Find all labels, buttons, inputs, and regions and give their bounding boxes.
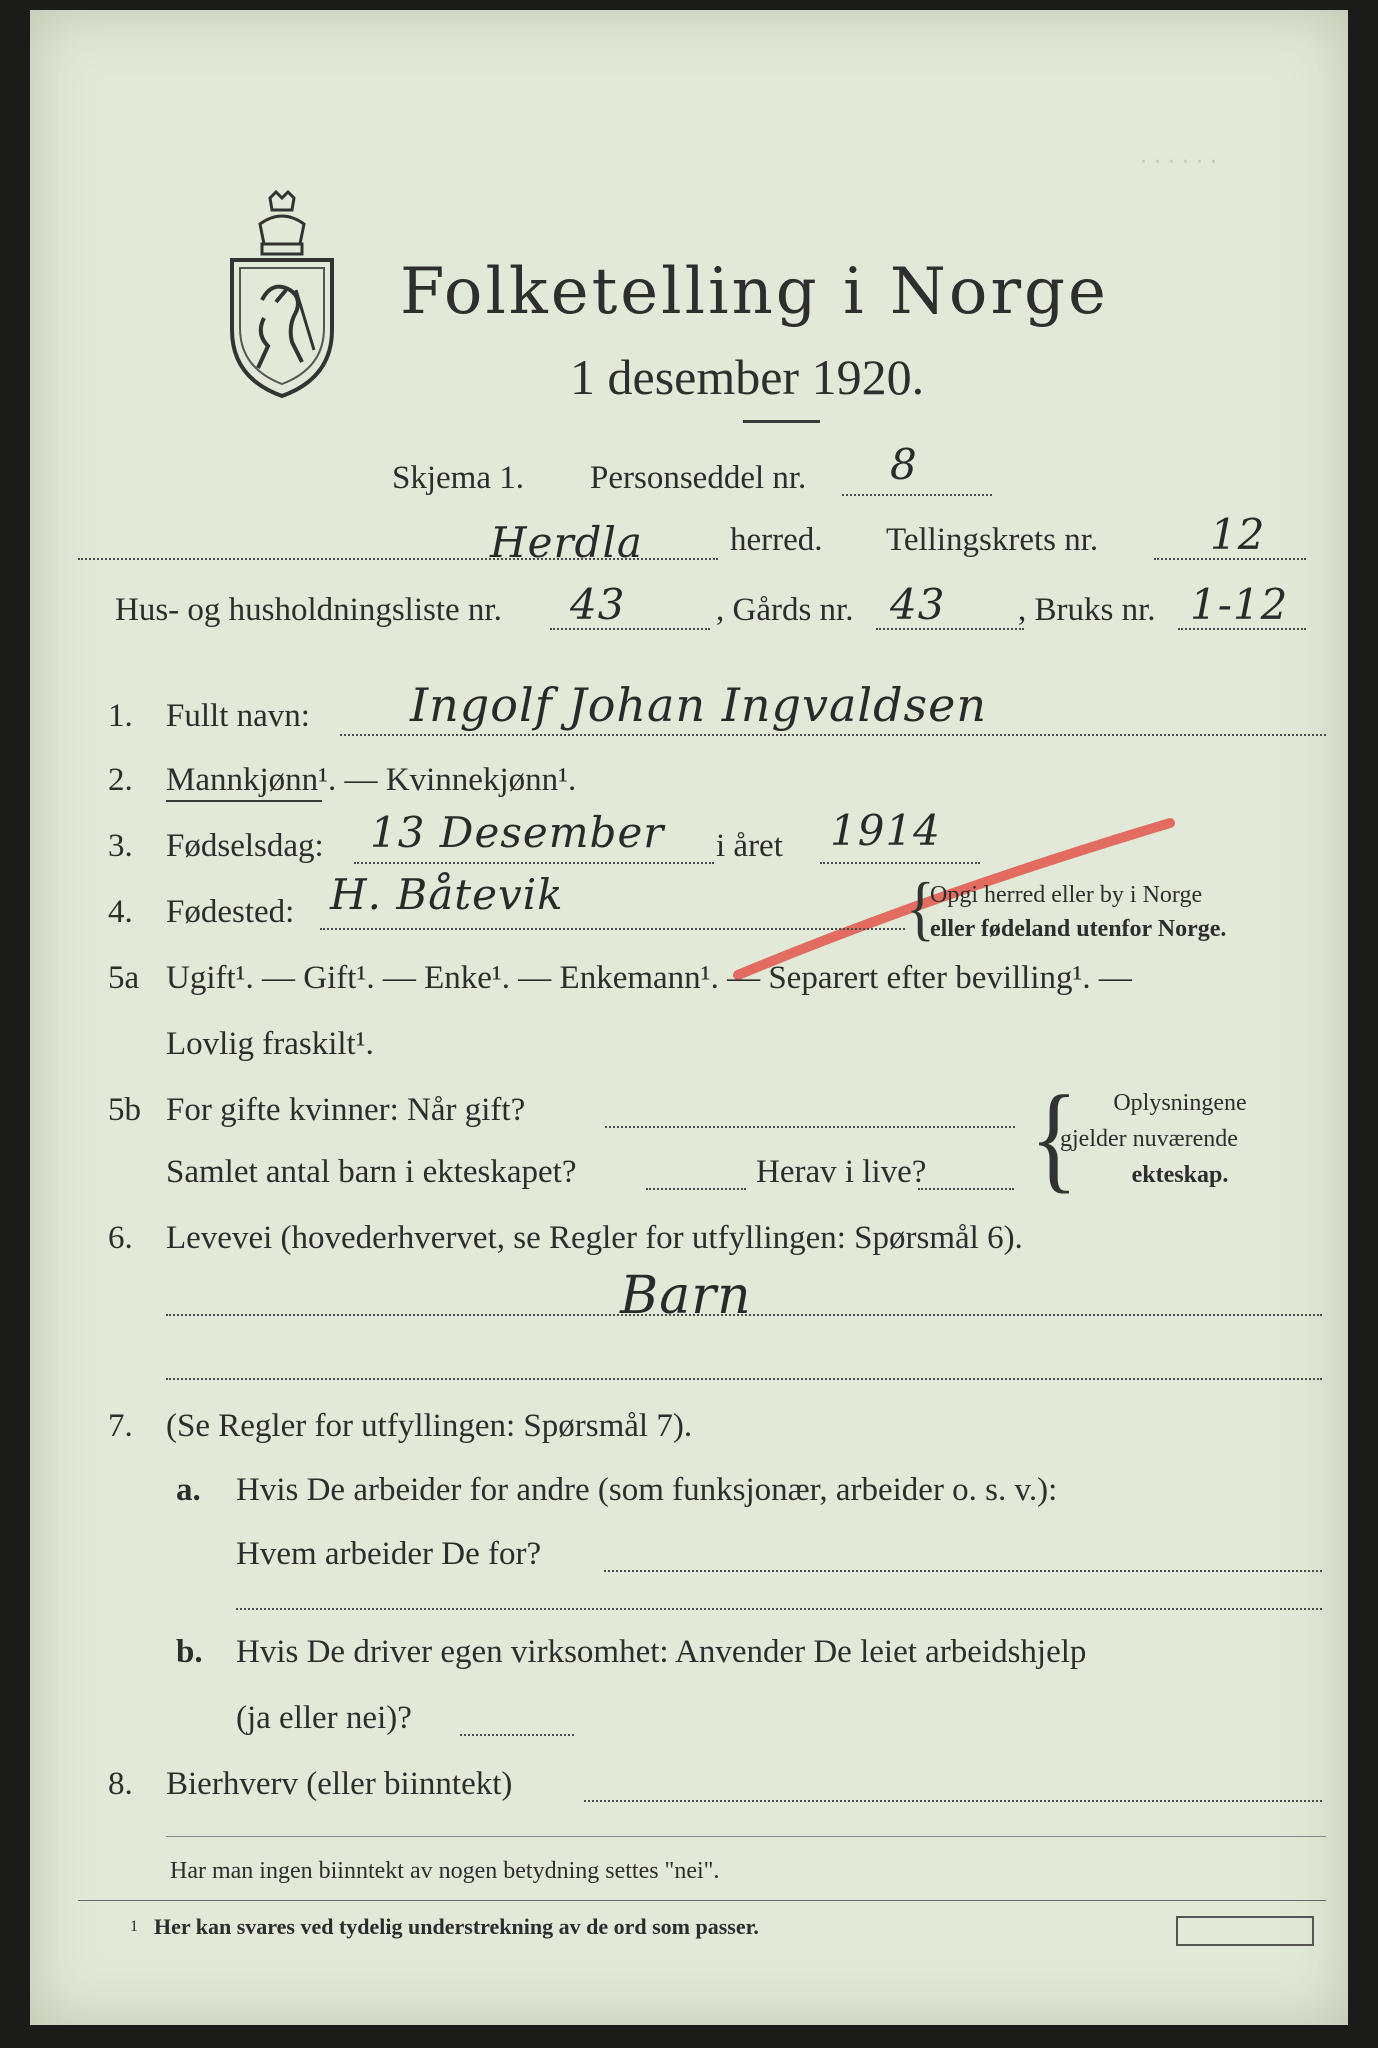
q7a-line	[604, 1570, 1322, 1572]
q5b-note-3: ekteskap.	[1131, 1162, 1229, 1188]
q4-number: 4.	[108, 894, 133, 930]
form-title: Folketelling i Norge	[400, 255, 1109, 329]
q4-brace: {	[906, 868, 935, 948]
birthplace-value: H. Båtevik	[330, 870, 564, 919]
q1-label: Fullt navn:	[166, 698, 310, 734]
birthday-value: 13 Desember	[370, 808, 665, 857]
bruks-label: , Bruks nr.	[1018, 592, 1156, 628]
q6-label: Levevei (hovederhvervet, se Regler for utfyllingen: Spørsmål 6).	[166, 1220, 1023, 1256]
occupation-value: Barn	[620, 1266, 752, 1326]
printer-stamp	[1176, 1916, 1314, 1946]
schema-label: Skjema 1.	[392, 460, 524, 496]
title-rule	[743, 420, 820, 423]
q5b-label-3: Herav i live?	[756, 1154, 927, 1190]
q6-number: 6.	[108, 1220, 133, 1256]
q5a-label: Ugift¹. — Gift¹. — Enke¹. — Enkemann¹. — Separert efter bevilling¹. —	[166, 960, 1132, 996]
herred-label: herred.	[730, 522, 823, 558]
tellingskrets-value: 12	[1210, 510, 1266, 559]
birth-year-value: 1914	[830, 806, 941, 855]
gards-label: , Gårds nr.	[716, 592, 854, 628]
q5b-number: 5b	[108, 1092, 141, 1128]
q5b-alive-line	[918, 1188, 1014, 1190]
q7-label: (Se Regler for utfyllingen: Spørsmål 7).	[166, 1408, 693, 1444]
q4-note-2: eller fødeland utenfor Norge.	[930, 916, 1227, 942]
q7a-number: a.	[176, 1472, 201, 1508]
coat-of-arms-icon	[226, 190, 338, 400]
q2-underline-mannkjonn	[166, 800, 322, 802]
q1-line	[340, 734, 1326, 736]
census-form	[30, 10, 1348, 2025]
q5b-children-line	[646, 1188, 746, 1190]
q5b-label-2: Samlet antal barn i ekteskapet?	[166, 1154, 577, 1190]
q7b-label-2: (ja eller nei)?	[236, 1700, 412, 1736]
q2-label: Mannkjønn¹. — Kvinnekjønn¹.	[166, 762, 577, 798]
full-name-value: Ingolf Johan Ingvaldsen	[410, 678, 987, 732]
q5a-label-2: Lovlig fraskilt¹.	[166, 1026, 374, 1062]
q7a-label-2: Hvem arbeider De for?	[236, 1536, 542, 1572]
q7b-line	[460, 1734, 574, 1736]
gards-value: 43	[890, 580, 946, 629]
q4-note-1: Opgi herred eller by i Norge	[930, 882, 1203, 908]
q3-label: Fødselsdag:	[166, 828, 324, 864]
liste-label: Hus- og husholdningsliste nr.	[115, 592, 502, 628]
q7b-number: b.	[176, 1634, 203, 1670]
q8-line	[584, 1800, 1322, 1802]
footnote-mark: 1	[130, 1918, 138, 1935]
q7a-label: Hvis De arbeider for andre (som funksjonær, arbeider o. s. v.):	[236, 1472, 1058, 1508]
q5b-married-line	[605, 1126, 1015, 1128]
q6-line-1	[166, 1314, 1322, 1316]
q1-number: 1.	[108, 698, 133, 734]
q2-number: 2.	[108, 762, 133, 798]
bruks-value: 1-12	[1190, 580, 1289, 629]
bleed-through: · · · · · ·	[1140, 150, 1217, 175]
q5b-note-2: gjelder nuværende	[1060, 1126, 1238, 1152]
census-date: 1 desember 1920.	[570, 349, 925, 405]
q5a-number: 5a	[108, 960, 140, 996]
notes-divider	[166, 1836, 1326, 1837]
nei-note: Har man ingen biinntekt av nogen betydning settes "nei".	[170, 1858, 720, 1884]
q3-year-label: i året	[716, 828, 783, 864]
herred-value: Herdla	[490, 518, 643, 567]
personseddel-line	[842, 494, 992, 496]
liste-value: 43	[570, 580, 626, 629]
q7b-label: Hvis De driver egen virksomhet: Anvender De leiet arbeidshjelp	[236, 1634, 1087, 1670]
q4-line	[320, 928, 905, 930]
q6-line-2	[166, 1378, 1322, 1380]
q7a-line-2	[236, 1608, 1322, 1610]
footnote-divider	[78, 1900, 1326, 1901]
personseddel-label: Personseddel nr.	[590, 460, 807, 496]
q3-line	[354, 862, 714, 864]
q4-label: Fødested:	[166, 894, 295, 930]
q5b-brace: {	[1030, 1070, 1078, 1205]
q8-label: Bierhverv (eller biinntekt)	[166, 1766, 513, 1802]
q8-number: 8.	[108, 1766, 133, 1802]
footnote-text: Her kan svares ved tydelig understrekning av de ord som passer.	[154, 1914, 759, 1939]
q5b-label: For gifte kvinner: Når gift?	[166, 1092, 526, 1128]
tellingskrets-label: Tellingskrets nr.	[886, 522, 1099, 558]
q7-number: 7.	[108, 1408, 133, 1444]
q3-number: 3.	[108, 828, 133, 864]
q5b-note-1: Oplysningene	[1113, 1090, 1247, 1116]
personseddel-value: 8	[890, 440, 918, 489]
